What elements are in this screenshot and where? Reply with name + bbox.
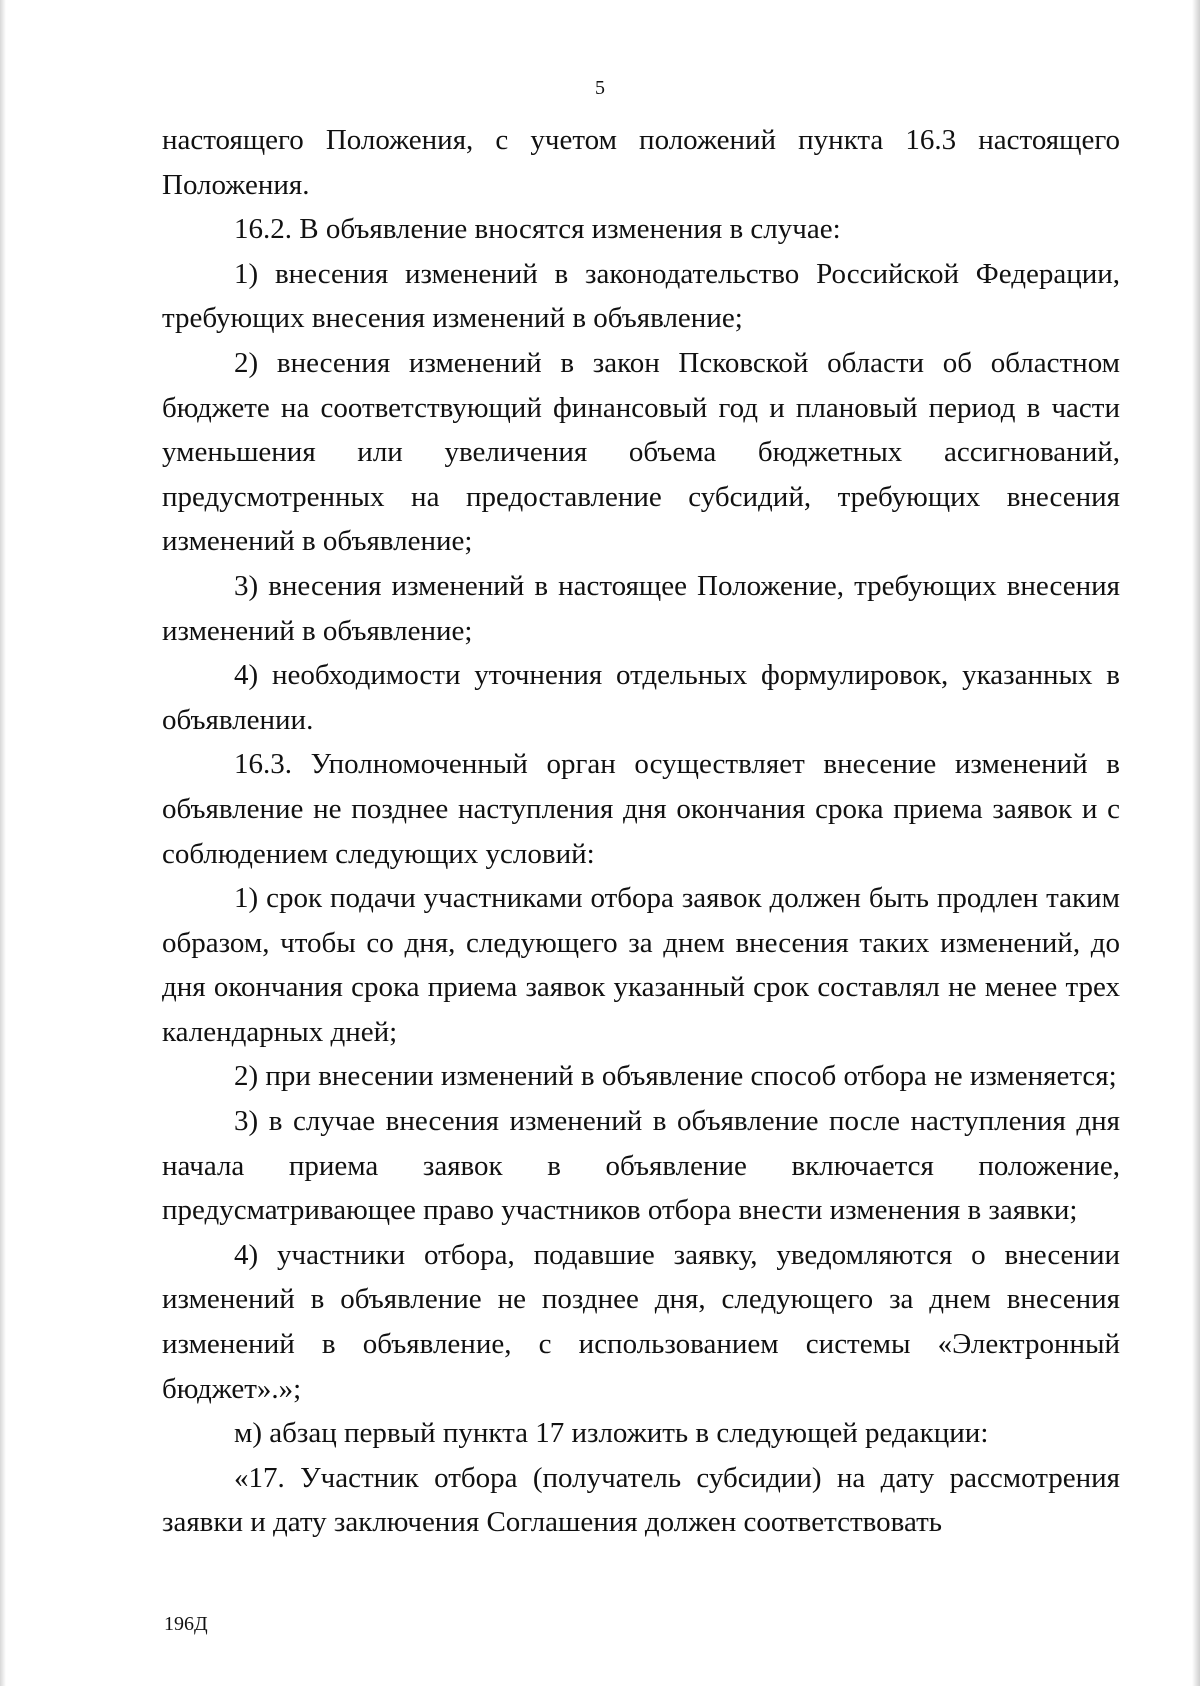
document-body	[162, 118, 1120, 1545]
paragraph: «17. Участник отбора (получатель субсидии) на дату рассмотрения заявки и дату заключения Соглашения должен соответствовать	[162, 1461, 1120, 1539]
paragraph: 1) внесения изменений в законодательство Российской Федерации, требующих внесения изменений в объявление;	[162, 257, 1120, 335]
paragraph: 3) в случае внесения изменений в объявление после наступления дня начала приема заявок в объявление включается положение, предусматривающее право участников отбора внести изменения в заявки;	[162, 1105, 1120, 1227]
footer-document-code: 196Д	[164, 1613, 208, 1635]
scan-edge-left	[0, 0, 6, 1686]
paragraph: 4) необходимости уточнения отдельных формулировок, указанных в объявлении.	[162, 659, 1120, 736]
paragraph: 1) срок подачи участниками отбора заявок должен быть продлен таким образом, чтобы со дня, следующего за днем внесения таких изменений, до дня окончания срока приема заявок указанный срок составлял не менее трех календарных дней;	[162, 882, 1120, 1048]
scan-edge-right	[1192, 0, 1200, 1686]
paragraph: настоящего Положения, с учетом положений пункта 16.3 настоящего Положения.	[162, 124, 1120, 201]
paragraph: м) абзац первый пункта 17 изложить в следующей редакции:	[234, 1417, 989, 1450]
paragraph: 2) внесения изменений в закон Псковской области об областном бюджете на соответствующий финансовый год и плановый период в части уменьшения или увеличения объема бюджетных ассигнований, предусмотренных на предоставление субсидий, требующих внесения изменений в объявление;	[162, 346, 1120, 558]
paragraph: 3) внесения изменений в настоящее Положение, требующих внесения изменений в объявление;	[162, 569, 1120, 647]
paragraph: 16.2. В объявление вносятся изменения в случае:	[234, 213, 841, 246]
paragraph: 4) участники отбора, подавшие заявку, уведомляются о внесении изменений в объявление не позднее дня, следующего за днем внесения изменений в объявление, с использованием системы «Электронный бюджет».»;	[162, 1238, 1120, 1405]
paragraph: 16.3. Уполномоченный орган осуществляет внесение изменений в объявление не позднее наступления дня окончания срока приема заявок и с соблюдением следующих условий:	[162, 748, 1120, 870]
page-number: 5	[595, 77, 605, 99]
paragraph: 2) при внесении изменений в объявление способ отбора не изменяется;	[234, 1060, 1117, 1093]
